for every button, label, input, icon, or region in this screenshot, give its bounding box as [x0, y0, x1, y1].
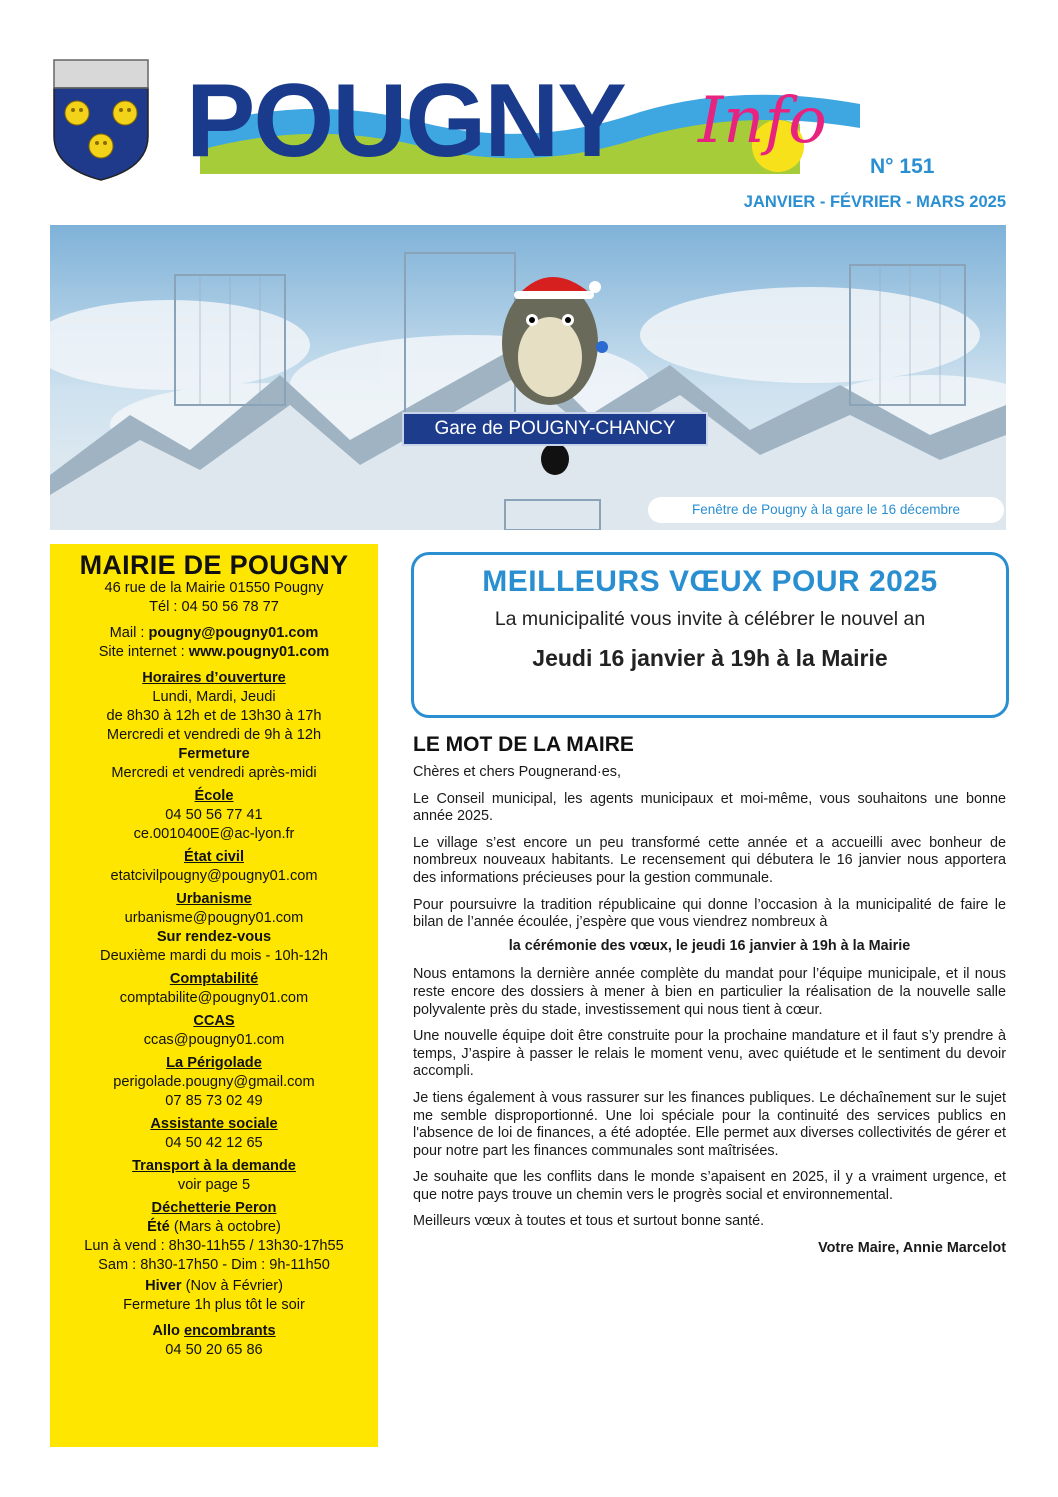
photo-caption: Fenêtre de Pougny à la gare le 16 décembre	[648, 497, 1004, 523]
mairie-site-row	[50, 643, 378, 662]
mairie-mail-link[interactable]: pougny@pougny01.com	[148, 625, 319, 641]
mail-label: Mail :	[109, 625, 149, 641]
mairie-site-link[interactable]: www.pougny01.com	[188, 644, 330, 660]
urbanism-heading: Urbanisme	[176, 891, 252, 907]
school-heading: École	[194, 788, 234, 804]
mairie-mail-row	[50, 624, 378, 643]
school-phone: 04 50 56 77 41	[165, 807, 263, 823]
mayor-letter	[413, 733, 1006, 1256]
ccas-mail[interactable]: ccas@pougny01.com	[143, 1032, 285, 1048]
new-year-invitation-box	[411, 552, 1009, 718]
article-title: LE MOT DE LA MAIRE	[413, 733, 634, 756]
mairie-address: 46 rue de la Mairie 01550 Pougny	[104, 580, 324, 596]
perigolade-phone: 07 85 73 02 49	[165, 1093, 263, 1109]
mairie-info-sidebar	[50, 544, 378, 1447]
sidebar-title: MAIRIE DE POUGNY	[79, 550, 349, 580]
article-paragraph: Le Conseil municipal, les agents municipaux et moi-même, vous souhaitons une bonne année 2025.	[413, 790, 1006, 825]
article-highlight: la cérémonie des vœux, le jeudi 16 janvier à 19h à la Mairie	[508, 937, 911, 954]
article-paragraph: Meilleurs vœux à toutes et tous et surtout bonne santé.	[413, 1213, 765, 1230]
civil-mail[interactable]: etatcivilpougny@pougny01.com	[110, 868, 318, 884]
article-paragraph: Je souhaite que les conflits dans le monde s’apaisent en 2025, il y a vraiment urgence, et que notre pays trouve un chemin vers le progrès social et environnemental.	[413, 1169, 1006, 1203]
perigolade-heading: La Périgolade	[166, 1055, 262, 1071]
masthead-script: Info	[698, 84, 827, 158]
article-paragraph: Pour poursuivre la tradition républicaine qui donne l’occasion à la municipalité de faire le bilan de l’année écoulée, j’espère que vous viendrez nombreux à	[413, 896, 1006, 931]
cover-photo	[50, 225, 1006, 530]
article-paragraph: Nous entamons la dernière année complète du mandat pour l’équipe municipale, et il nous reste encore des dossiers à mener à bien en particulier la réalisation de la nouvelle salle polyvalente près du stade, investissement qui nous tient à cœur.	[413, 966, 1006, 1018]
civil-heading: État civil	[183, 849, 245, 865]
summer-label: Été	[147, 1219, 170, 1235]
urbanism-when: Deuxième mardi du mois - 10h-12h	[100, 948, 328, 964]
article-greeting: Chères et chers Pougnerand·es,	[413, 764, 621, 780]
coat-of-arms-icon	[50, 58, 152, 182]
accounting-mail[interactable]: comptabilite@pougny01.com	[119, 990, 309, 1006]
encombrants-label: encombrants	[184, 1323, 276, 1339]
closing-heading: Fermeture	[178, 746, 250, 762]
accounting-heading: Comptabilité	[169, 971, 259, 987]
dechetterie-winter-text: Fermeture 1h plus tôt le soir	[123, 1297, 305, 1313]
dechetterie-summer	[50, 1218, 378, 1237]
social-heading: Assistante sociale	[150, 1116, 278, 1132]
winter-label: Hiver	[145, 1278, 182, 1294]
school-mail[interactable]: ce.0010400E@ac-lyon.fr	[133, 826, 295, 842]
mairie-phone: Tél : 04 50 56 78 77	[149, 599, 279, 615]
hours-wednesday: Mercredi et vendredi de 9h à 12h	[106, 727, 322, 743]
dechetterie-summer-week: Lun à vend : 8h30-11h55 / 13h30-17h55	[84, 1238, 344, 1254]
masthead-logo	[180, 64, 880, 174]
allo-encombrants-heading	[50, 1322, 378, 1341]
social-phone: 04 50 42 12 65	[165, 1135, 263, 1151]
allo-label: Allo	[152, 1323, 180, 1339]
issue-period: JANVIER - FÉVRIER - MARS 2025	[743, 193, 1006, 211]
invitation-subtitle: La municipalité vous invite à célébrer le nouvel an	[494, 608, 926, 630]
dechetterie-winter	[50, 1277, 378, 1296]
ccas-heading: CCAS	[193, 1013, 235, 1029]
invitation-date: Jeudi 16 janvier à 19h à la Mairie	[532, 645, 888, 671]
perigolade-mail[interactable]: perigolade.pougny@gmail.com	[113, 1074, 315, 1090]
closing-text: Mercredi et vendredi après-midi	[111, 765, 317, 781]
masthead-title: POUGNY	[186, 64, 625, 174]
article-paragraph: Le village s’est encore un peu transformé cette année et a accueilli avec bonheur de nombreux nouveaux habitants. Le recensement qui débutera le 16 janvier nous apportera des informations précieuses pour la gestion communale.	[413, 834, 1006, 886]
hours-times: de 8h30 à 12h et de 13h30 à 17h	[106, 708, 322, 724]
article-paragraph: Une nouvelle équipe doit être construite pour la prochaine mandature et il faut s’y prendre à temps, J’aspire à passer le relais le moment venu, avec quiétude et le sentiment du devoir accompli.	[413, 1028, 1006, 1080]
invitation-title: MEILLEURS VŒUX POUR 2025	[482, 565, 938, 598]
station-sign: Gare de POUGNY-CHANCY	[402, 412, 708, 446]
hours-heading: Horaires d’ouverture	[142, 670, 286, 686]
article-signature: Votre Maire, Annie Marcelot	[818, 1240, 1006, 1257]
summer-range: (Mars à octobre)	[169, 1219, 281, 1235]
urbanism-mail[interactable]: urbanisme@pougny01.com	[124, 910, 304, 926]
hours-days: Lundi, Mardi, Jeudi	[152, 689, 276, 705]
winter-range: (Nov à Février)	[181, 1278, 283, 1294]
urbanism-rdv: Sur rendez-vous	[156, 929, 272, 945]
transport-text: voir page 5	[177, 1177, 251, 1193]
dechetterie-heading: Déchetterie Peron	[151, 1200, 277, 1216]
site-label: Site internet :	[98, 644, 189, 660]
issue-number: N° 151	[870, 155, 935, 178]
cover-photo-illustration	[50, 225, 1006, 530]
allo-encombrants-phone: 04 50 20 65 86	[165, 1342, 263, 1358]
dechetterie-summer-weekend: Sam : 8h30-17h50 - Dim : 9h-11h50	[98, 1257, 330, 1273]
transport-heading: Transport à la demande	[132, 1158, 296, 1174]
article-paragraph: Je tiens également à vous rassurer sur les finances publiques. Le déchaînement sur le sujet me semble disproportionné. Une loi spéciale pour la continuité des services publics en l'absence de loi de finances, a été adoptée. Elle permet aux diverses collectivités de gérer et pour notre part les finances communales sont maîtrisées.	[413, 1089, 1006, 1159]
